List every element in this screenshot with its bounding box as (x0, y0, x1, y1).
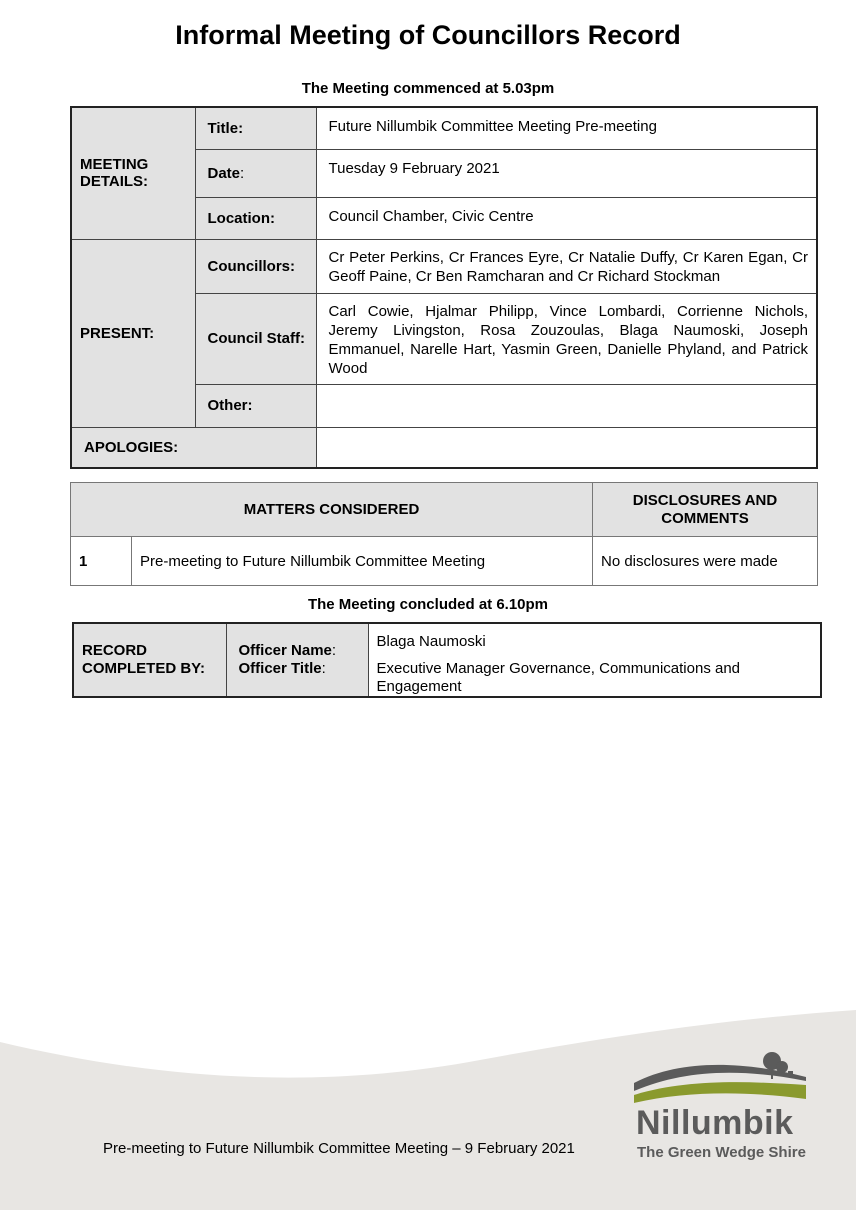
title-value: Future Nillumbik Committee Meeting Pre-meeting (316, 107, 817, 149)
date-value: Tuesday 9 February 2021 (316, 149, 817, 197)
record-completed-label: RECORD COMPLETED BY: (73, 623, 226, 697)
officer-title-label: Officer Title: (238, 660, 326, 677)
councillors-value: Cr Peter Perkins, Cr Frances Eyre, Cr Natalie Duffy, Cr Karen Egan, Cr Geoff Paine, Cr Ben Ramcharan and Cr Richard Stockman (316, 239, 817, 293)
footer-text: Pre-meeting to Future Nillumbik Committee Meeting – 9 February 2021 (103, 1140, 575, 1157)
present-label: PRESENT: (71, 239, 195, 427)
officer-name-value: Blaga Naumoski (376, 633, 486, 650)
date-label (195, 149, 316, 197)
officer-name-label: Officer Name: (238, 642, 337, 659)
disclosures-header: DISCLOSURES AND COMMENTS (593, 483, 818, 537)
date-label-text: Date (207, 164, 241, 182)
matter-description: Pre-meeting to Future Nillumbik Committee Meeting (132, 537, 593, 586)
council-staff-label: Council Staff: (195, 293, 316, 384)
title-label: Title: (195, 107, 316, 149)
councillors-label: Councillors: (195, 239, 316, 293)
matter-disclosure: No disclosures were made (593, 537, 818, 586)
apologies-value (316, 427, 817, 468)
meeting-concluded-text: The Meeting concluded at 6.10pm (307, 596, 549, 613)
meeting-details-table (70, 106, 818, 469)
apologies-label: APOLOGIES: (71, 427, 316, 468)
council-staff-value: Carl Cowie, Hjalmar Philipp, Vince Lombardi, Corrienne Nichols, Jeremy Livingston, Rosa Zouzoulas, Blaga Naumoski, Joseph Emmanuel, Narelle Hart, Yasmin Green, Danielle Phyland, and Patrick Wood (316, 293, 817, 384)
location-value: Council Chamber, Civic Centre (316, 197, 817, 239)
document-title: Informal Meeting of Councillors Record (175, 20, 681, 50)
officer-labels (226, 623, 368, 697)
officer-title-value: Executive Manager Governance, Communications and Engagement (376, 660, 741, 695)
table-row (71, 537, 818, 586)
other-value (316, 384, 817, 427)
meeting-commenced-text: The Meeting commenced at 5.03pm (301, 80, 555, 97)
logo-wordmark: Nillumbik (636, 1104, 794, 1142)
matters-considered-table (70, 482, 818, 586)
other-label: Other: (195, 384, 316, 427)
officer-values (368, 623, 821, 697)
location-label: Location: (195, 197, 316, 239)
matter-number: 1 (71, 537, 132, 586)
meeting-details-label: MEETING DETAILS: (71, 107, 195, 239)
date-label-colon: : (240, 164, 245, 182)
matters-considered-header: MATTERS CONSIDERED (71, 483, 593, 537)
logo-tagline: The Green Wedge Shire (637, 1144, 806, 1161)
record-completed-table (72, 622, 822, 698)
